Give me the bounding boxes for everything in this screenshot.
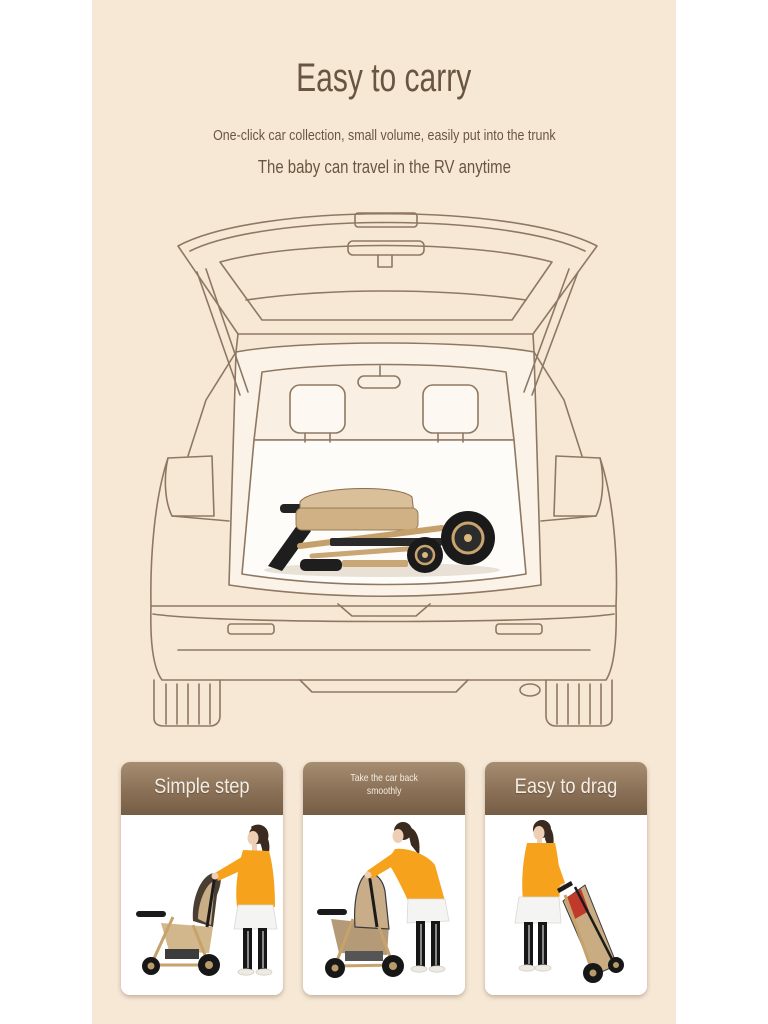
woman-dragging-stroller-photo bbox=[485, 815, 647, 995]
headrest-right bbox=[423, 385, 478, 442]
reflector-right bbox=[496, 624, 542, 634]
page-title-row bbox=[92, 58, 676, 98]
reflector-left bbox=[228, 624, 274, 634]
stroller-footrest bbox=[300, 559, 342, 571]
card-header bbox=[121, 762, 283, 815]
feature-card-simple-step bbox=[121, 762, 283, 995]
woman-folding-stroller-photo bbox=[303, 815, 465, 995]
stroller bbox=[317, 873, 404, 978]
woman-figure bbox=[515, 820, 567, 971]
subtitle-1: One-click car collection, small volume, easily put into the trunk bbox=[212, 127, 556, 144]
card-title: Take the car back smoothly bbox=[350, 771, 418, 797]
card-title: Simple step bbox=[154, 775, 250, 798]
exhaust-pipe bbox=[520, 684, 540, 696]
tailgate bbox=[178, 213, 597, 334]
stroller-seat bbox=[296, 508, 418, 530]
card-title: Easy to drag bbox=[514, 775, 618, 798]
page-title: Easy to carry bbox=[296, 56, 472, 100]
rear-wheels bbox=[154, 680, 612, 726]
wiper-hinge bbox=[348, 241, 424, 255]
subtitle-row-1 bbox=[92, 128, 676, 143]
taillight-left bbox=[165, 456, 214, 516]
taillight-right bbox=[554, 456, 603, 516]
stroller-rear-wheel bbox=[441, 511, 495, 565]
stroller bbox=[136, 873, 221, 976]
woman-with-stroller-photo bbox=[121, 815, 283, 995]
brake-light bbox=[355, 213, 417, 227]
woman-figure bbox=[212, 825, 278, 976]
headrest-left bbox=[290, 385, 345, 442]
car-trunk-illustration bbox=[140, 200, 630, 730]
subtitle-2: The baby can travel in the RV anytime bbox=[257, 157, 511, 177]
feature-card-take-car-back bbox=[303, 762, 465, 995]
feature-card-easy-to-drag bbox=[485, 762, 647, 995]
card-header bbox=[485, 762, 647, 815]
folded-stroller bbox=[557, 881, 624, 983]
stroller-front-wheel bbox=[407, 537, 443, 573]
subtitle-row-2 bbox=[92, 158, 676, 176]
card-header bbox=[303, 762, 465, 815]
